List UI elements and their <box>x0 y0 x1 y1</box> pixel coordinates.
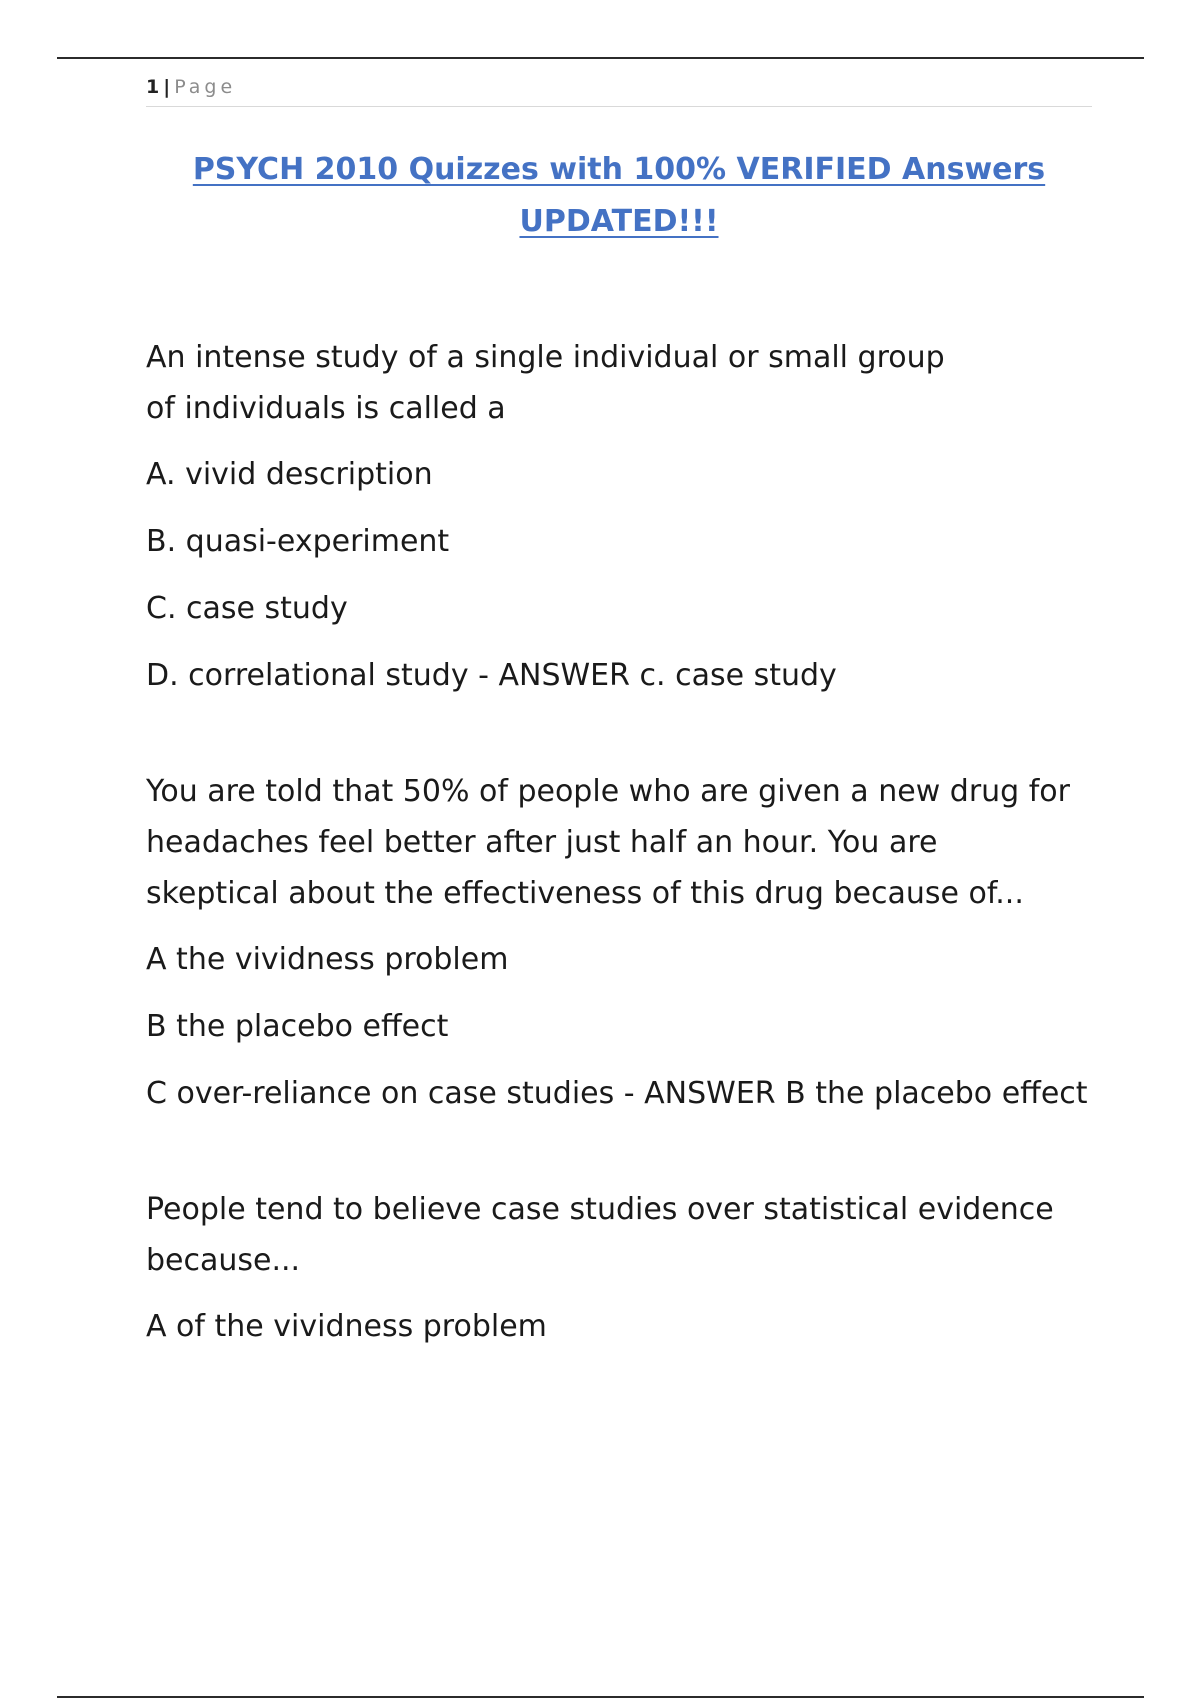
question-block <box>146 1184 1092 1352</box>
question-text: An intense study of a single individual or small group of individuals is called a <box>146 340 945 426</box>
quiz-content <box>146 332 1092 1417</box>
answer-option: C. case study <box>146 591 348 626</box>
answer-option: B the placebo effect <box>146 1009 449 1044</box>
question-text: People tend to believe case studies over statistical evidence because... <box>146 1192 1054 1278</box>
page-separator: | <box>163 76 171 98</box>
page-number: 1 <box>146 76 160 98</box>
question-block <box>146 766 1092 1119</box>
answer-option: D. correlational study - ANSWER c. case study <box>146 658 837 693</box>
answer-option: A of the vividness problem <box>146 1309 547 1344</box>
title-line-2: UPDATED!!! <box>519 204 719 239</box>
answer-option: A. vivid description <box>146 457 433 492</box>
answer-option: B. quasi-experiment <box>146 524 450 559</box>
title-line-1: PSYCH 2010 Quizzes with 100% VERIFIED Answers <box>192 152 1046 187</box>
question-text: You are told that 50% of people who are given a new drug for headaches feel better after just half an hour. You are skeptical about the effectiveness of this drug because of... <box>146 774 1070 911</box>
page-label: Page <box>174 76 237 98</box>
bottom-rule <box>57 1696 1144 1698</box>
question-block <box>146 332 1092 701</box>
document-title <box>146 144 1092 248</box>
answer-option: A the vividness problem <box>146 942 509 977</box>
page-header <box>146 74 1092 107</box>
top-rule <box>57 57 1144 59</box>
answer-option: C over-reliance on case studies - ANSWER B the placebo effect <box>146 1076 1088 1111</box>
